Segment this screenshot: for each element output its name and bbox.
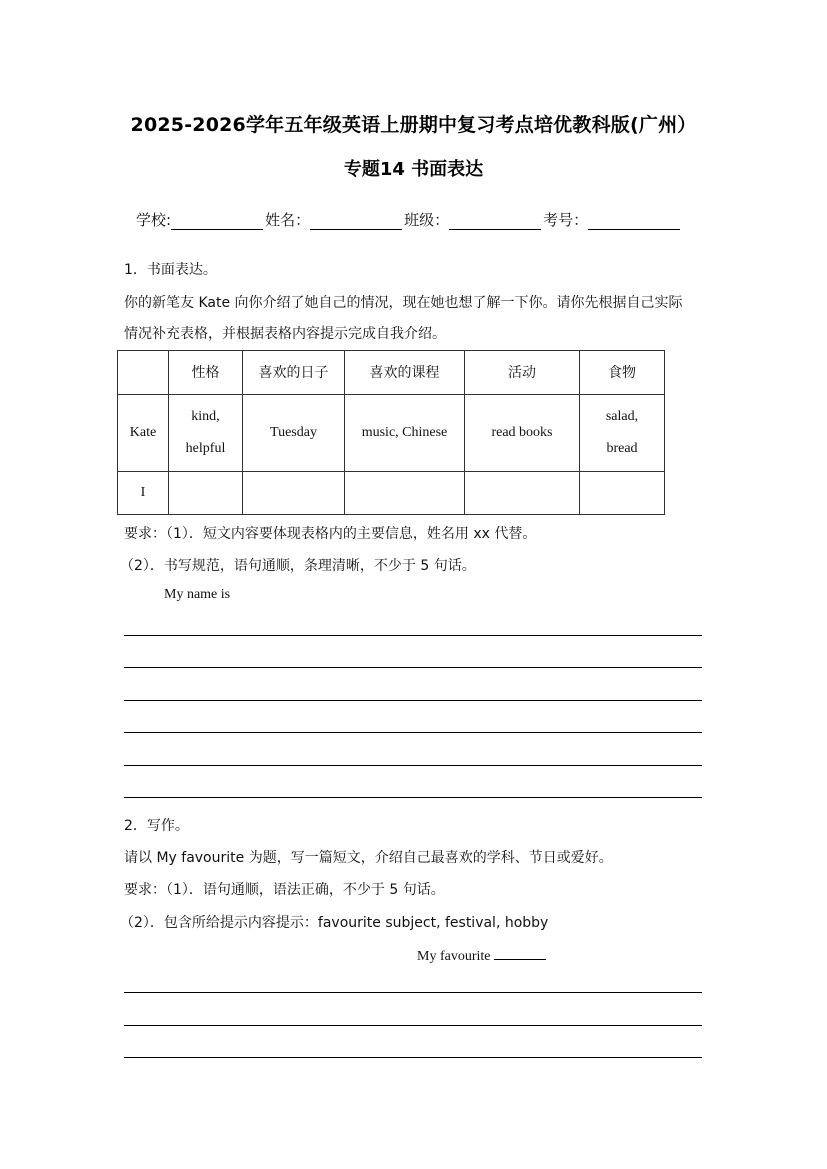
answer-line[interactable]	[124, 732, 702, 733]
personality-line: helpful	[185, 441, 226, 456]
table-cell-day: Tuesday	[243, 395, 345, 472]
answer-line[interactable]	[124, 1057, 702, 1058]
q2-requirement-1: 要求：（1）．语句通顺，语法正确，不少于 5 句话。	[124, 882, 445, 898]
answer-line[interactable]	[124, 700, 702, 701]
answer-line[interactable]	[124, 635, 702, 636]
table-header-cell: 活动	[465, 351, 580, 395]
table-cell-name: I	[118, 472, 169, 515]
food-line: salad,	[605, 409, 639, 424]
q2-essay-title	[417, 945, 546, 965]
table-cell-food	[580, 395, 665, 472]
info-table	[117, 350, 665, 515]
school-field[interactable]	[171, 211, 263, 230]
personality-line: kind,	[191, 409, 220, 424]
essay-title-text: My favourite	[417, 949, 491, 964]
table-cell-name: Kate	[118, 395, 169, 472]
table-cell-personality-blank[interactable]	[169, 472, 243, 515]
class-label: 班级：	[404, 211, 450, 229]
name-field[interactable]	[310, 211, 402, 230]
q1-requirement-2: （2）．书写规范，语句通顺，条理清晰，不少于 5 句话。	[120, 558, 476, 574]
table-cell-activity-blank[interactable]	[465, 472, 580, 515]
q1-requirement-1: 要求：（1）．短文内容要体现表格内的主要信息，姓名用 xx 代替。	[124, 526, 537, 542]
exam-number-label: 考号：	[543, 211, 589, 229]
table-row	[118, 472, 665, 515]
student-info-row	[136, 209, 682, 230]
table-cell-personality	[169, 395, 243, 472]
document-subtitle: 专题14 书面表达	[343, 159, 484, 180]
table-cell-day-blank[interactable]	[243, 472, 345, 515]
food-line: bread	[606, 441, 638, 456]
q2-title: 2．写作。	[124, 818, 189, 834]
q1-title: 1．书面表达。	[124, 262, 217, 278]
table-header-cell: 喜欢的课程	[345, 351, 465, 395]
q1-starter: My name is	[164, 587, 231, 602]
answer-line[interactable]	[124, 667, 702, 668]
table-cell-activity: read books	[465, 395, 580, 472]
table-cell-subjects-blank[interactable]	[345, 472, 465, 515]
essay-title-blank[interactable]	[494, 945, 546, 960]
name-label: 姓名：	[265, 211, 311, 229]
q2-requirement-2: （2）．包含所给提示内容提示：favourite subject, festival, hobby	[120, 915, 549, 931]
table-cell-subjects: music, Chinese	[345, 395, 465, 472]
school-label: 学校:	[136, 211, 172, 229]
answer-line[interactable]	[124, 765, 702, 766]
table-row	[118, 395, 665, 472]
answer-line[interactable]	[124, 797, 702, 798]
q1-prompt-line2: 情况补充表格，并根据表格内容提示完成自我介绍。	[124, 326, 446, 342]
table-header-cell	[118, 351, 169, 395]
answer-line[interactable]	[124, 1025, 702, 1026]
q1-prompt-line1: 你的新笔友 Kate 向你介绍了她自己的情况，现在她也想了解一下你。请你先根据自己实际	[124, 295, 683, 311]
table-header-cell: 性格	[169, 351, 243, 395]
exam-number-field[interactable]	[588, 211, 680, 230]
table-cell-food-blank[interactable]	[580, 472, 665, 515]
class-field[interactable]	[449, 211, 541, 230]
document-title: 2025-2026学年五年级英语上册期中复习考点培优教科版(广州）	[130, 114, 697, 136]
q2-prompt: 请以 My favourite 为题，写一篇短文，介绍自己最喜欢的学科、节日或爱好。	[124, 850, 613, 866]
table-header-cell: 食物	[580, 351, 665, 395]
answer-line[interactable]	[124, 992, 702, 993]
table-header-cell: 喜欢的日子	[243, 351, 345, 395]
table-header-row	[118, 351, 665, 395]
